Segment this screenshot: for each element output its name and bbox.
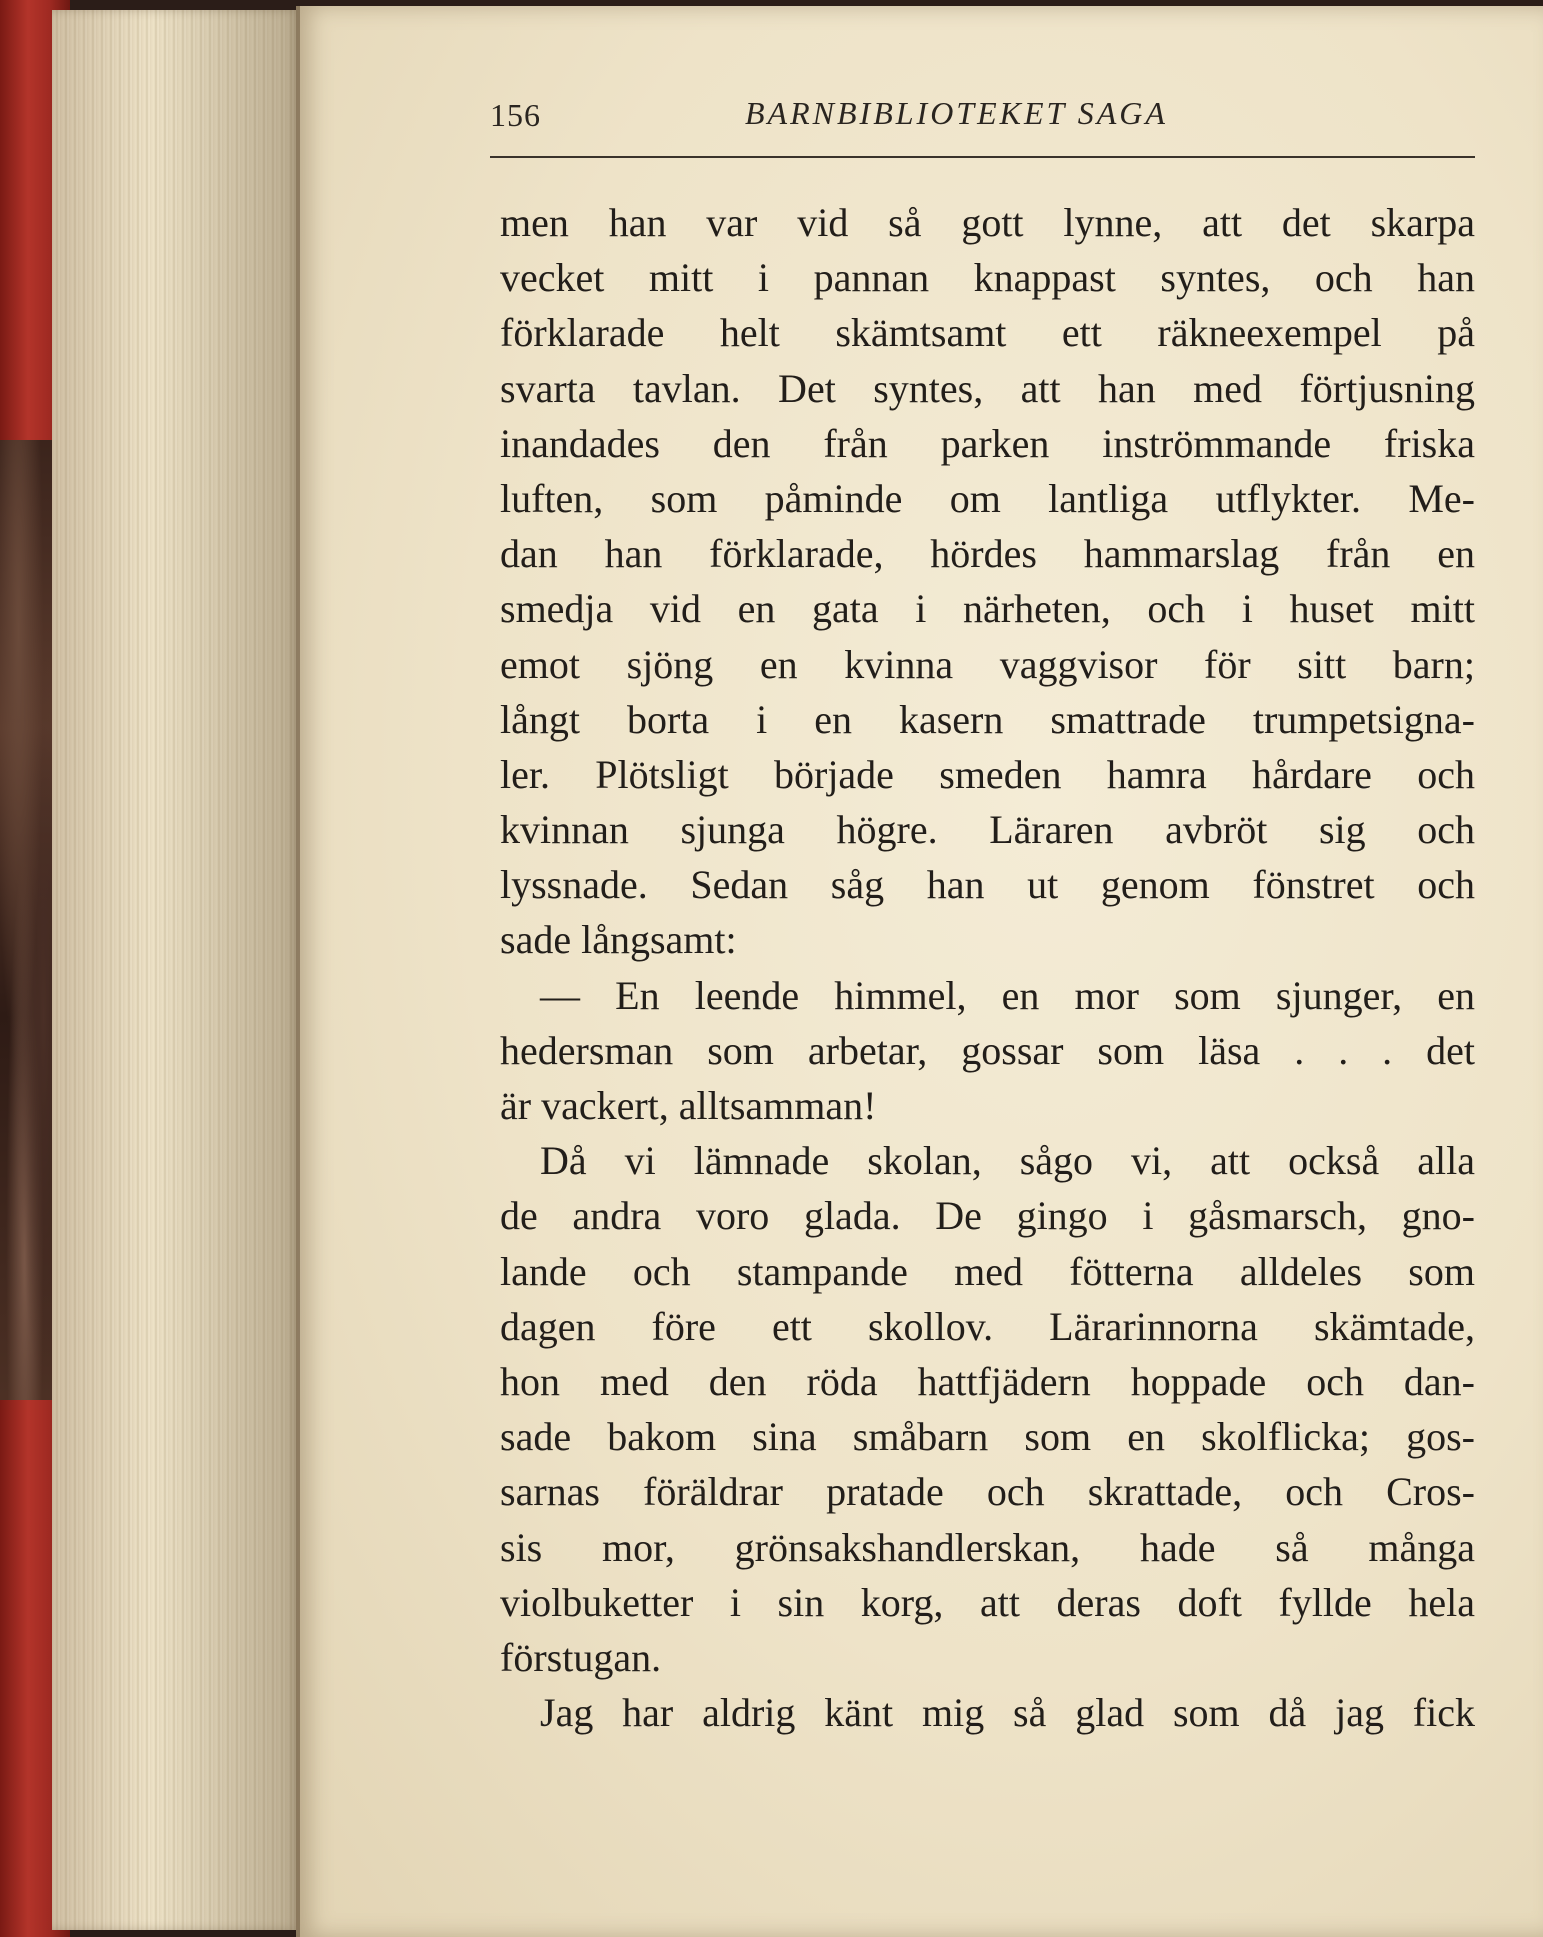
text-line: dan han förklarade, hördes hammarslag från en xyxy=(500,531,1475,577)
text-line: ler. Plötsligt började smeden hamra hårdare och xyxy=(500,751,1475,797)
text-line: lande och stampande med fötterna alldeles som xyxy=(500,1248,1475,1294)
text-line: Jag har aldrig känt mig så glad som då jag fick xyxy=(540,1690,1475,1736)
running-title: BARNBIBLIOTEKET SAGA xyxy=(745,95,1168,131)
text-line: hedersman som arbetar, gossar som läsa . . . det xyxy=(500,1027,1475,1073)
text-line: men han var vid så gott lynne, att det skarpa xyxy=(500,200,1475,245)
text-line: dagen före ett skollov. Lärarinnorna skämtade, xyxy=(500,1303,1475,1349)
page-gutter xyxy=(296,6,300,1937)
text-line: de andra voro glada. De gingo i gåsmarsch, gno- xyxy=(500,1193,1475,1239)
text-line: förstugan. xyxy=(500,1634,662,1680)
text-line: lyssnade. Sedan såg han ut genom fönstret och xyxy=(500,862,1475,908)
text-line: vecket mitt i pannan knappast syntes, och han xyxy=(500,255,1475,301)
text-line: sarnas föräldrar pratade och skrattade, och Cros- xyxy=(500,1469,1475,1515)
text-line: långt borta i en kasern smattrade trumpetsigna- xyxy=(500,696,1475,742)
text-line: smedja vid en gata i närheten, och i huset mitt xyxy=(500,586,1475,632)
page-edges-shade xyxy=(52,10,300,1930)
text-line: Då vi lämnade skolan, sågo vi, att också alla xyxy=(540,1138,1475,1184)
text-line: kvinnan sjunga högre. Läraren avbröt sig och xyxy=(500,807,1475,853)
text-line: — En leende himmel, en mor som sjunger, en xyxy=(540,972,1475,1018)
text-line: sis mor, grönsakshandlerskan, hade så många xyxy=(500,1524,1475,1570)
page-number: 156 xyxy=(490,97,541,133)
body-text xyxy=(500,195,1475,1740)
text-line: violbuketter i sin korg, att deras doft fyllde hela xyxy=(500,1579,1475,1625)
text-line: hon med den röda hattfjädern hoppade och dan- xyxy=(500,1358,1475,1404)
text-line: svarta tavlan. Det syntes, att han med förtjusning xyxy=(500,365,1475,411)
text-line: inandades den från parken inströmmande friska xyxy=(500,420,1475,466)
page-header xyxy=(490,95,1490,155)
text-line: luften, som påminde om lantliga utflykter. Me- xyxy=(500,475,1475,521)
text-line: sade långsamt: xyxy=(500,917,737,963)
text-line: förklarade helt skämtsamt ett räkneexempel på xyxy=(500,310,1475,356)
text-line: är vackert, alltsamman! xyxy=(500,1083,877,1128)
text-line: sade bakom sina småbarn som en skolflicka; gos- xyxy=(500,1414,1475,1460)
header-rule xyxy=(490,156,1475,158)
text-line: emot sjöng en kvinna vaggvisor för sitt barn; xyxy=(500,641,1475,687)
